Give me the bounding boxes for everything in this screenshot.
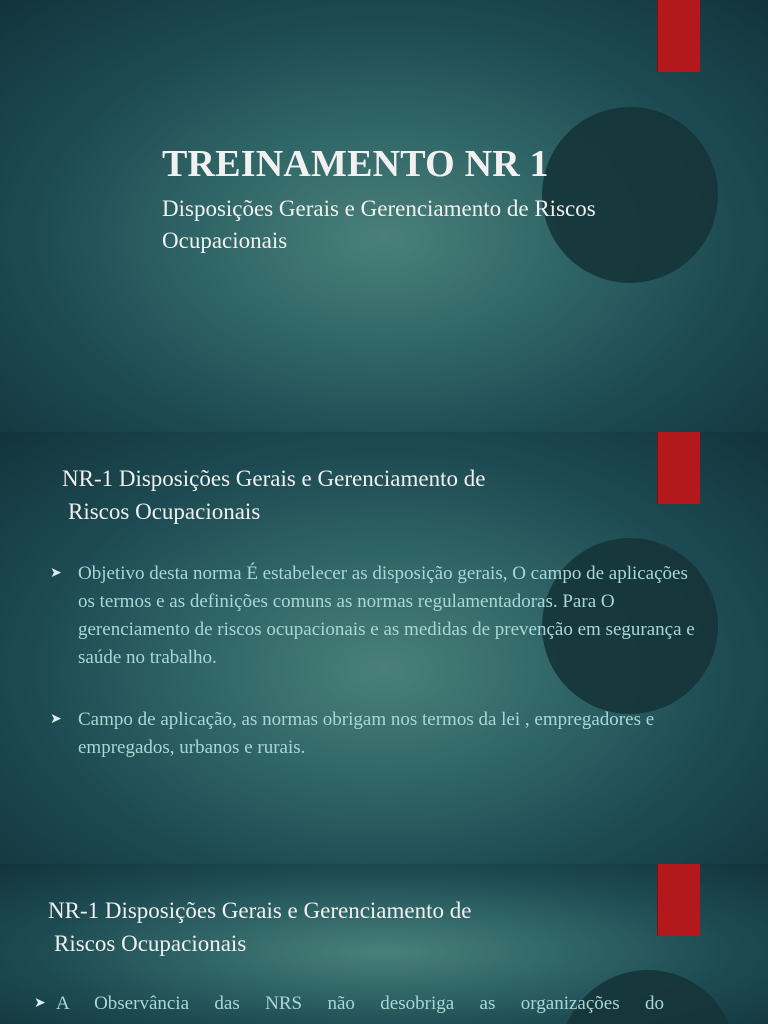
slide-subtitle: Disposições Gerais e Gerenciamento de Riscos Ocupacionais [162, 196, 596, 253]
slide-observancia [0, 864, 768, 1024]
arrowhead-bullet-icon: ➤ [50, 712, 62, 727]
list-item [34, 990, 664, 1018]
list-item [48, 706, 698, 762]
heading-line-1: NR-1 Disposições Gerais e Gerenciamento de [48, 898, 472, 923]
slide-heading [62, 462, 622, 528]
heading-line-2: Riscos Ocupacionais [54, 931, 247, 956]
red-accent-bar [657, 864, 700, 936]
slide-title-heading: TREINAMENTO NR 1 [162, 143, 549, 185]
arrowhead-bullet-icon: ➤ [34, 996, 46, 1011]
heading-line-1: NR-1 Disposições Gerais e Gerenciamento de [62, 466, 486, 491]
slide-title [0, 0, 768, 432]
heading-line-2: Riscos Ocupacionais [68, 499, 261, 524]
list-item [48, 560, 698, 672]
bullet-list [48, 560, 698, 762]
bullet-list [34, 990, 664, 1018]
bullet-text: Campo de aplicação, as normas obrigam nos termos da lei , empregadores e empregados, urbanos e rurais. [78, 709, 655, 758]
slide-heading [48, 894, 608, 960]
slide-objetivo [0, 432, 768, 864]
red-accent-bar [657, 432, 700, 504]
arrowhead-bullet-icon: ➤ [50, 566, 62, 581]
red-accent-bar [657, 0, 700, 72]
bullet-text: A Observância das NRS não desobriga as organizações do [56, 993, 664, 1014]
bullet-text: Objetivo desta norma É estabelecer as disposição gerais, O campo de aplicações os termos e as definições comuns as normas regulamentadoras. Para O gerenciamento de riscos ocupacionais e as medidas de prevenção em segurança e saúde no trabalho. [78, 563, 695, 668]
